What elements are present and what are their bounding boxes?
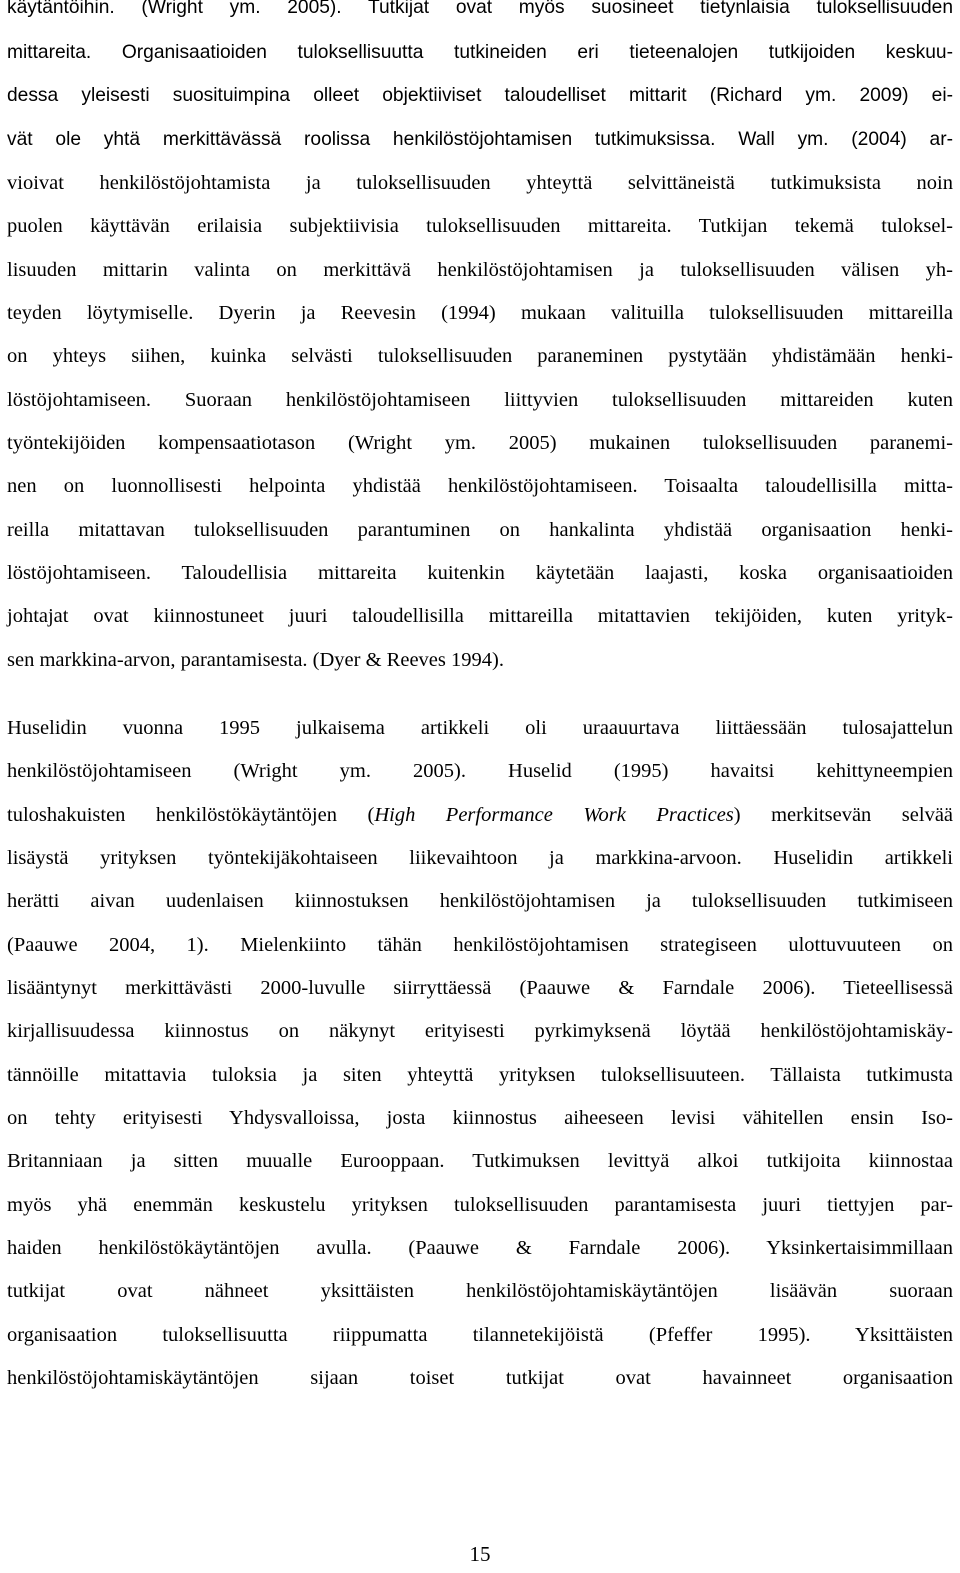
text-line: organisaation tuloksellisuutta riippumatta tilannetekijöistä (Pfeffer 1995). Yksittäisten [7,1324,953,1346]
text-line: haiden henkilöstökäytäntöjen avulla. (Paauwe & Farndale 2006). Yksinkertaisimmillaan [7,1237,953,1259]
text-line: (Paauwe 2004, 1). Mielenkiinto tähän henkilöstöjohtamisen strategiseen ulottuvuuteen on [7,934,953,956]
text-line: herätti aivan uudenlaisen kiinnostuksen henkilöstöjohtamisen ja tuloksellisuuden tutkimiseen [7,890,953,912]
text-line: vioivat henkilöstöjohtamista ja tuloksellisuuden yhteyttä selvittäneistä tutkimuksista noin [7,172,953,194]
text-line: tutkijat ovat nähneet yksittäisten henkilöstöjohtamiskäytäntöjen lisäävän suoraan [7,1280,953,1302]
text-line: työntekijöiden kompensaatiotason (Wright ym. 2005) mukainen tuloksellisuuden paranemi- [7,432,953,454]
text-line: lisäystä yrityksen työntekijäkohtaiseen liikevaihtoon ja markkina-arvoon. Huselidin artikkeli [7,847,953,869]
text-span: tuloshakuisten henkilöstökäytäntöjen ( [7,804,375,826]
text-line: tännöille mitattavia tuloksia ja siten yhteyttä yrityksen tuloksellisuuteen. Tällaista tutkimusta [7,1064,953,1086]
text-line: mittareita. Organisaatioiden tuloksellisuutta tutkineiden eri tieteenalojen tutkijoiden keskuu- [7,42,953,63]
text-line: löstöjohtamiseen. Suoraan henkilöstöjohtamiseen liittyvien tuloksellisuuden mittareiden kuten [7,389,953,411]
text-line: dessa yleisesti suosituimpina olleet objektiiviset taloudelliset mittarit (Richard ym. 2009) ei- [7,85,953,106]
text-span: ) merkitsevän selvää [733,804,954,826]
text-line: kirjallisuudessa kiinnostus on näkynyt erityisesti pyrkimyksenä löytää henkilöstöjohtamiskäy- [7,1020,953,1042]
text-line: löstöjohtamiseen. Taloudellisia mittareita kuitenkin käytetään laajasti, koska organisaatioiden [7,562,953,584]
text-line: myös yhä enemmän keskustelu yrityksen tuloksellisuuden parantamisesta juuri tiettyjen par- [7,1194,953,1216]
text-line: Huselidin vuonna 1995 julkaisema artikkeli oli uraauurtava liittäessään tulosajattelun [7,717,953,739]
text-line: nen on luonnollisesti helpointa yhdistää henkilöstöjohtamiseen. Toisaalta taloudellisilla mitta- [7,475,953,497]
text-line: henkilöstöjohtamiskäytäntöjen sijaan toiset tutkijat ovat havainneet organisaation [7,1367,953,1389]
italic-term: High Performance Work Practices [374,804,734,826]
text-line: reilla mitattavan tuloksellisuuden parantuminen on hankalinta yhdistää organisaation henki- [7,519,953,541]
text-line: teyden löytymiselle. Dyerin ja Reevesin (1994) mukaan valituilla tuloksellisuuden mittareilla [7,302,953,324]
text-line: on tehty erityisesti Yhdysvalloissa, josta kiinnostus aiheeseen levisi vähitellen ensin Iso- [7,1107,953,1129]
text-line: sen markkina-arvon, parantamisesta. (Dyer & Reeves 1994). [7,649,504,671]
text-line: käytäntöihin. (Wright ym. 2005). Tutkijat ovat myös suosineet tietynlaisia tuloksellisuuden [7,0,953,18]
text-line: puolen käyttävän erilaisia subjektiivisia tuloksellisuuden mittareita. Tutkijan tekemä tuloksel- [7,215,953,237]
text-line: lisuuden mittarin valinta on merkittävä henkilöstöjohtamisen ja tuloksellisuuden välisen yh- [7,259,953,281]
text-line [7,803,953,827]
page-number: 15 [469,1542,491,1566]
text-line: Britanniaan ja sitten muualle Eurooppaan. Tutkimuksen levittyä alkoi tutkijoita kiinnostaa [7,1150,953,1172]
text-line: lisääntynyt merkittävästi 2000-luvulle siirryttäessä (Paauwe & Farndale 2006). Tieteellisessä [7,977,953,999]
text-line: vät ole yhtä merkittävässä roolissa henkilöstöjohtamisen tutkimuksissa. Wall ym. (2004) ar- [7,129,953,150]
text-line: on yhteys siihen, kuinka selvästi tuloksellisuuden paraneminen pystytään yhdistämään henki- [7,345,953,367]
text-line: henkilöstöjohtamiseen (Wright ym. 2005). Huselid (1995) havaitsi kehittyneempien [7,760,953,782]
text-line: johtajat ovat kiinnostuneet juuri taloudellisilla mittareilla mitattavien tekijöiden, kuten yrityk- [7,605,953,627]
